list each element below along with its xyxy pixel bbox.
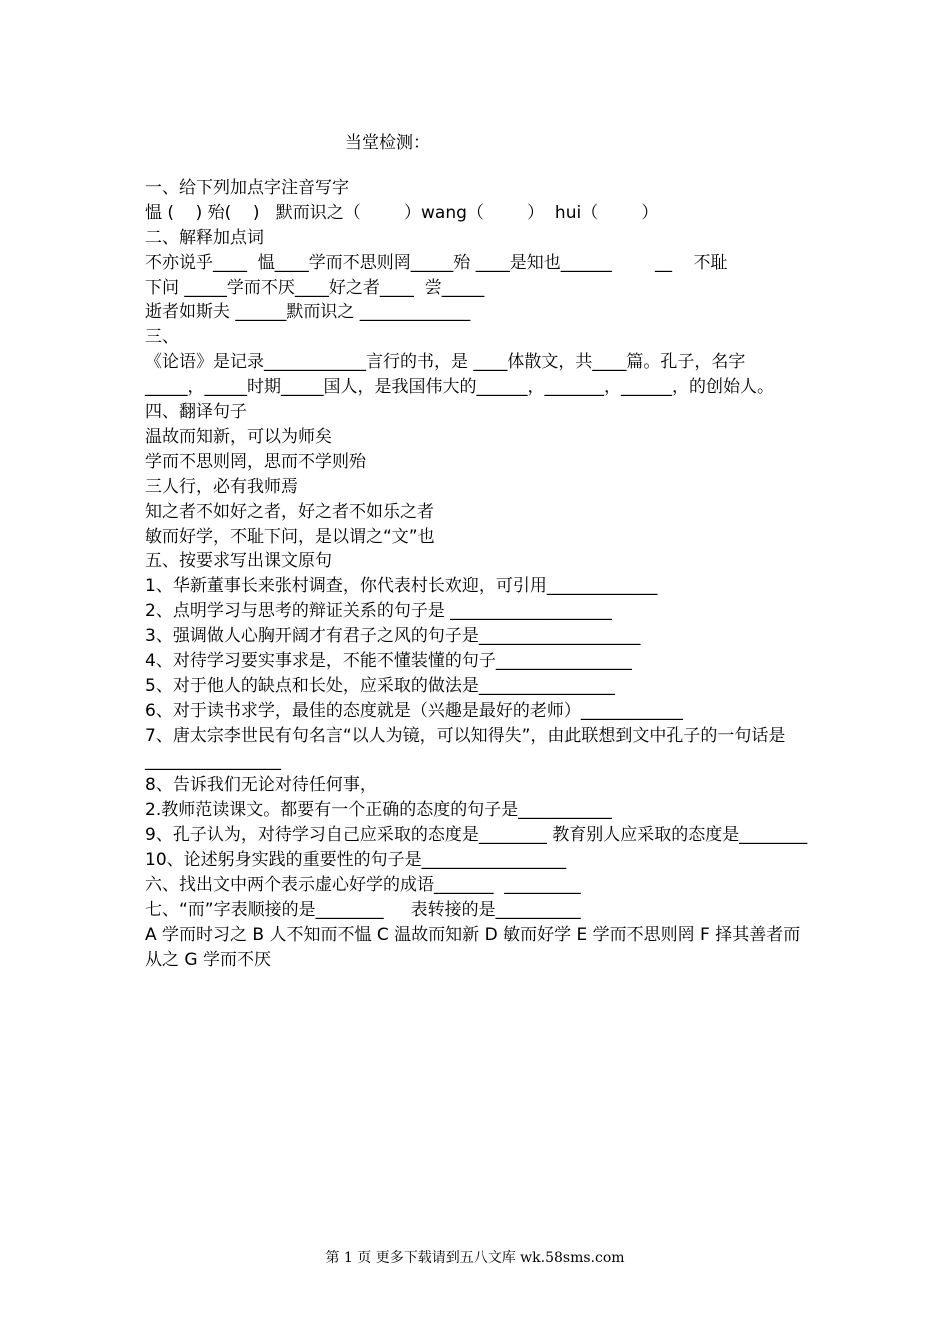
quote-question-5: 5、对于他人的缺点和长处，应采取的做法是________________ bbox=[145, 675, 615, 696]
quote-question-8: 8、告诉我们无论对待任何事， bbox=[145, 775, 377, 796]
define-words-line-1: 不亦说乎____ 愠____学而不思则罔_____殆 ____是知也______ __ 不耻 bbox=[145, 252, 728, 273]
define-words-line-3: 逝者如斯夫 ______默而识之 _____________ bbox=[145, 302, 471, 323]
translate-sentence-1: 温故而知新，可以为师矣 bbox=[145, 426, 332, 447]
section-2-heading: 二、解释加点词 bbox=[145, 227, 264, 248]
section-4-heading: 四、翻译句子 bbox=[145, 402, 247, 423]
lunyu-fill-paragraph: 《论语》是记录____________言行的书，是 ____体散文，共____篇。孔子，名字 _____，_____时期_____国人，是我国伟大的______，_______，______，的创始人。 bbox=[145, 352, 774, 398]
define-words-line-2: 下问 _____学而不厌____好之者____ 尝_____ bbox=[145, 277, 485, 298]
quote-question-8-cont: 2.教师范读课文。都要有一个正确的态度的句子是___________ bbox=[145, 800, 612, 821]
document-title: 当堂检测： bbox=[345, 133, 430, 153]
section-1-heading: 一、给下列加点字注音写字 bbox=[145, 178, 349, 198]
page-footer: 第 1 页 更多下载请到五八文库 wk.58sms.com bbox=[325, 1250, 625, 1266]
quote-question-4: 4、对待学习要实事求是，不能不懂装懂的句子________________ bbox=[145, 650, 632, 671]
section-5-heading: 五、按要求写出课文原句 bbox=[145, 551, 332, 572]
section-6-heading: 六、找出文中两个表示虚心好学的成语_______ _________ bbox=[145, 875, 581, 896]
section-7-options: A 学而时习之 B 人不知而不愠 C 温故而知新 D 敏而好学 E 学而不思则罔 F 择其善者而从之 G 学而不厌 bbox=[145, 924, 801, 970]
quote-question-2: 2、点明学习与思考的辩证关系的句子是 ___________________ bbox=[145, 601, 612, 622]
pinyin-question-line: 愠 ( ) 殆( ) 默而识之（ ）wang（ ） hui（ ） bbox=[145, 202, 659, 223]
quote-question-3: 3、强调做人心胸开阔才有君子之风的句子是___________________ bbox=[145, 626, 641, 647]
quote-question-6: 6、对于读书求学，最佳的态度就是（兴趣是最好的老师）____________ bbox=[145, 700, 683, 721]
translate-sentence-4: 知之者不如好之者，好之者不如乐之者 bbox=[145, 501, 434, 522]
quote-question-10: 10、论述躬身实践的重要性的句子是_________________ bbox=[145, 850, 567, 871]
translate-sentence-3: 三人行，必有我师焉 bbox=[145, 476, 298, 497]
document-body bbox=[145, 176, 810, 973]
section-3-heading: 三、 bbox=[145, 327, 179, 348]
quote-question-1: 1、华新董事长来张村调查，你代表村长欢迎，可引用_____________ bbox=[145, 576, 658, 597]
translate-sentence-5: 敏而好学，不耻下问，是以谓之“文”也 bbox=[145, 526, 435, 547]
section-7-heading: 七、“而”字表顺接的是________ 表转接的是__________ bbox=[145, 899, 581, 920]
translate-sentence-2: 学而不思则罔，思而不学则殆 bbox=[145, 451, 366, 472]
quote-question-7: 7、唐太宗李世民有句名言“以人为镜，可以知得失”，由此联想到文中孔子的一句话是________________ bbox=[145, 725, 786, 771]
quote-question-9: 9、孔子认为，对待学习自己应采取的态度是________ 教育别人应采取的态度是________ bbox=[145, 825, 808, 846]
